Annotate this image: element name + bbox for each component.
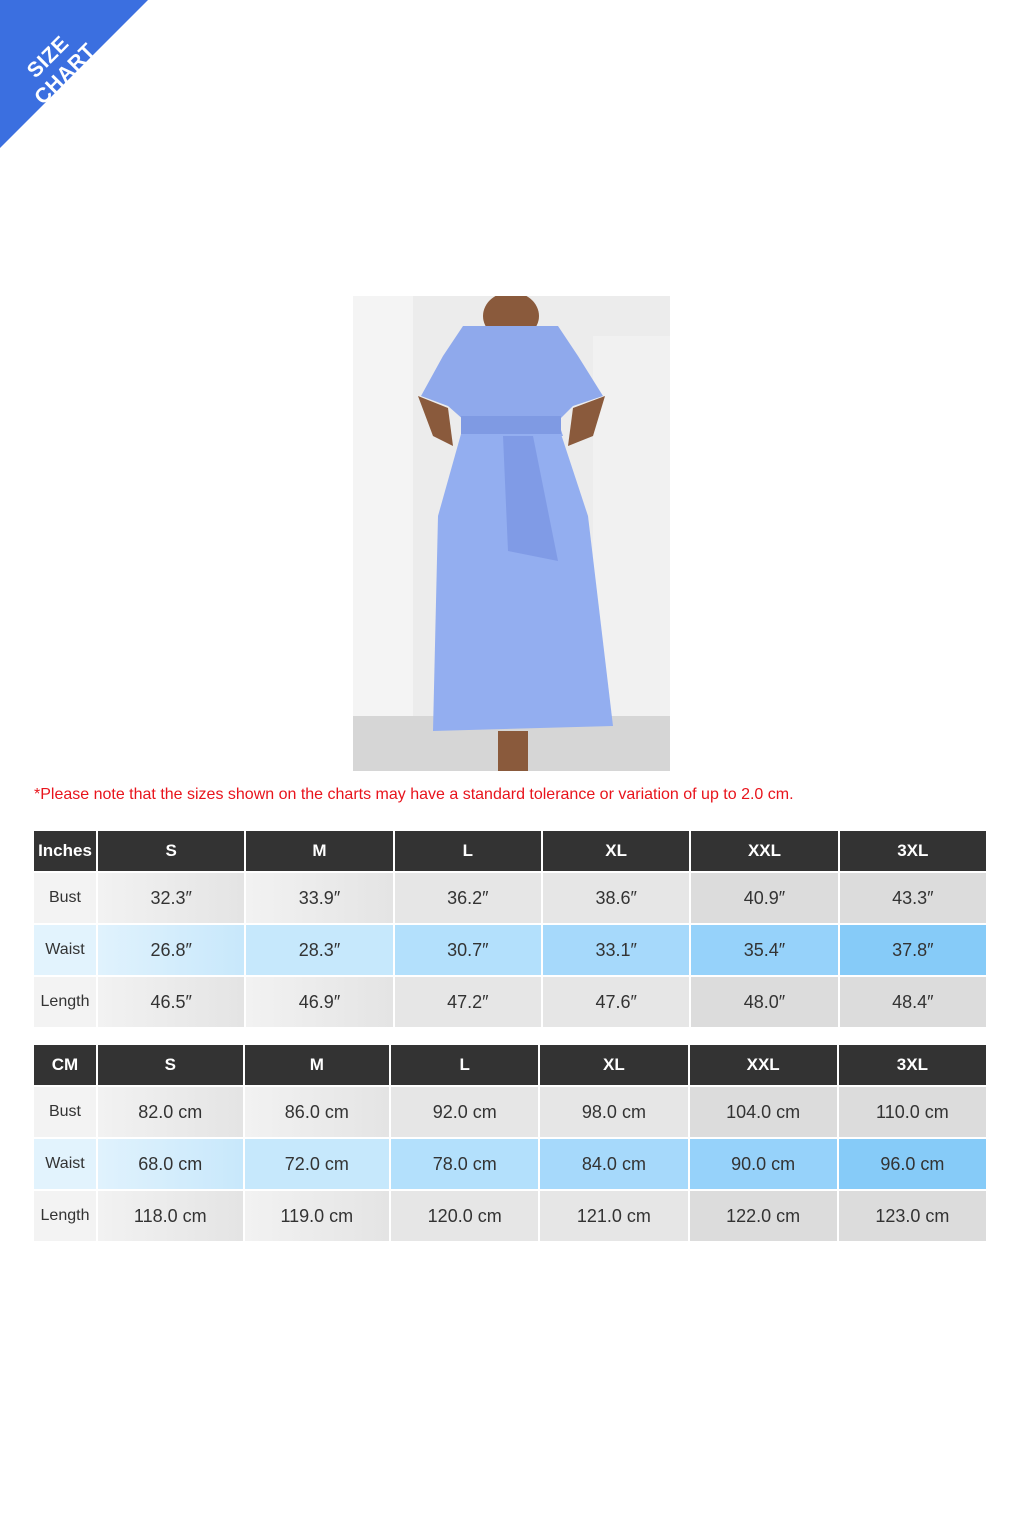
size-table-inches: [32, 829, 988, 1029]
table-cell: 36.2″: [395, 873, 541, 923]
size-header: 3XL: [839, 1045, 986, 1085]
table-cell: 86.0 cm: [245, 1087, 390, 1137]
product-photo: [353, 296, 670, 771]
row-label: Bust: [34, 1087, 96, 1137]
table-cell: 48.0″: [691, 977, 837, 1027]
table-cell: 68.0 cm: [98, 1139, 243, 1189]
size-chart-badge: [0, 0, 150, 150]
size-header: S: [98, 831, 244, 871]
tolerance-note: *Please note that the sizes shown on the charts may have a standard tolerance or variation of up to 2.0 cm.: [34, 786, 794, 803]
size-header: M: [246, 831, 392, 871]
row-label: Length: [34, 977, 96, 1027]
table-cell: 28.3″: [246, 925, 392, 975]
table-row: [34, 925, 986, 975]
table-cell: 35.4″: [691, 925, 837, 975]
size-header: M: [245, 1045, 390, 1085]
size-header: XL: [543, 831, 689, 871]
table-cell: 38.6″: [543, 873, 689, 923]
size-header: XXL: [691, 831, 837, 871]
badge-label: SIZE CHART: [22, 31, 101, 110]
size-header: XL: [540, 1045, 687, 1085]
table-cell: 43.3″: [840, 873, 986, 923]
table-cell: 37.8″: [840, 925, 986, 975]
table-cell: 40.9″: [691, 873, 837, 923]
size-header: S: [98, 1045, 243, 1085]
table-cell: 123.0 cm: [839, 1191, 986, 1241]
table-cell: 118.0 cm: [98, 1191, 243, 1241]
table-cell: 110.0 cm: [839, 1087, 986, 1137]
table-cell: 26.8″: [98, 925, 244, 975]
row-label: Bust: [34, 873, 96, 923]
unit-header: CM: [34, 1045, 96, 1085]
table-cell: 104.0 cm: [690, 1087, 837, 1137]
size-header: 3XL: [840, 831, 986, 871]
row-label: Length: [34, 1191, 96, 1241]
table-cell: 72.0 cm: [245, 1139, 390, 1189]
header-row: [34, 831, 986, 871]
table-cell: 120.0 cm: [391, 1191, 538, 1241]
table-row: [34, 1087, 986, 1137]
unit-header: Inches: [34, 831, 96, 871]
table-cell: 121.0 cm: [540, 1191, 687, 1241]
table-cell: 33.1″: [543, 925, 689, 975]
table-cell: 84.0 cm: [540, 1139, 687, 1189]
table-cell: 47.2″: [395, 977, 541, 1027]
table-row: [34, 977, 986, 1027]
table-cell: 82.0 cm: [98, 1087, 243, 1137]
size-table-cm: [32, 1043, 988, 1243]
table-cell: 96.0 cm: [839, 1139, 986, 1189]
table-row: [34, 1139, 986, 1189]
header-row: [34, 1045, 986, 1085]
table-row: [34, 873, 986, 923]
table-cell: 48.4″: [840, 977, 986, 1027]
size-header: L: [395, 831, 541, 871]
table-cell: 32.3″: [98, 873, 244, 923]
table-cell: 122.0 cm: [690, 1191, 837, 1241]
size-header: L: [391, 1045, 538, 1085]
table-cell: 90.0 cm: [690, 1139, 837, 1189]
table-cell: 47.6″: [543, 977, 689, 1027]
table-cell: 46.5″: [98, 977, 244, 1027]
table-cell: 119.0 cm: [245, 1191, 390, 1241]
table-cell: 30.7″: [395, 925, 541, 975]
table-cell: 98.0 cm: [540, 1087, 687, 1137]
table-cell: 92.0 cm: [391, 1087, 538, 1137]
table-cell: 78.0 cm: [391, 1139, 538, 1189]
size-header: XXL: [690, 1045, 837, 1085]
row-label: Waist: [34, 1139, 96, 1189]
table-cell: 46.9″: [246, 977, 392, 1027]
row-label: Waist: [34, 925, 96, 975]
table-cell: 33.9″: [246, 873, 392, 923]
table-row: [34, 1191, 986, 1241]
